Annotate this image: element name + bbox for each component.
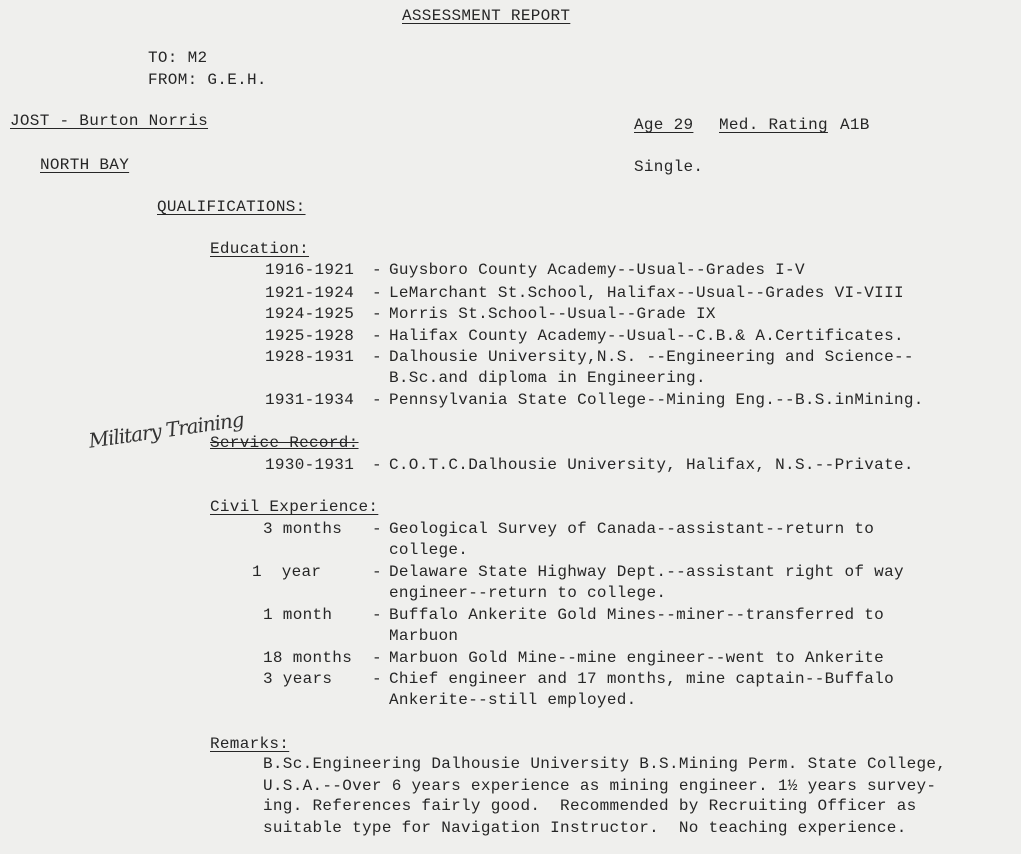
handwritten-annotation: Military Training [87,407,245,453]
dash: - [372,284,382,302]
civil-duration: 1 month [263,606,333,624]
report-title: ASSESSMENT REPORT [402,7,571,25]
to-line: TO: M2 [148,49,208,67]
service-heading: Service Record: [210,434,359,452]
dash: - [372,305,382,323]
civil-text-continued: engineer--return to college. [389,584,667,602]
civil-text: Chief engineer and 17 months, mine captain--Buffalo [389,670,894,688]
civil-text: Marbuon Gold Mine--mine engineer--went to Ankerite [389,649,885,667]
education-heading: Education: [210,240,310,258]
dash: - [372,606,382,624]
service-years: 1930-1931 [265,456,355,474]
dash: - [372,649,382,667]
education-text: Pennsylvania State College--Mining Eng.--B.S.inMining. [389,391,924,409]
civil-duration: 18 months [263,649,353,667]
age: Age 29 [634,116,694,134]
education-years: 1924-1925 [265,305,355,323]
civil-duration: 3 years [263,670,333,688]
dash: - [372,261,382,279]
dash: - [372,348,382,366]
education-text-continued: B.Sc.and diploma in Engineering. [389,369,706,387]
civil-text: Buffalo Ankerite Gold Mines--miner--transferred to [389,606,885,624]
education-text: LeMarchant St.School, Halifax--Usual--Grades VI-VIII [389,284,904,302]
candidate-name: JOST - Burton Norris [10,112,209,130]
civil-text: Delaware State Highway Dept.--assistant right of way [389,563,904,581]
education-years: 1916-1921 [265,261,355,279]
education-text: Dalhousie University,N.S. --Engineering and Science-- [389,348,914,366]
dash: - [372,563,382,581]
from-line: FROM: G.E.H. [148,71,267,89]
education-text: Morris St.School--Usual--Grade IX [389,305,716,323]
civil-text: Geological Survey of Canada--assistant--return to [389,520,875,538]
civil-duration: 1 year [252,563,322,581]
civil-text-continued: college. [389,541,469,559]
dash: - [372,391,382,409]
civil-text-continued: Ankerite--still employed. [389,691,637,709]
education-text: Guysboro County Academy--Usual--Grades I-V [389,261,805,279]
med-rating-label: Med. Rating [719,116,828,134]
dash: - [372,670,382,688]
civil-heading: Civil Experience: [210,498,379,516]
remarks-line: suitable type for Navigation Instructor. No teaching experience. [263,819,907,837]
education-text: Halifax County Academy--Usual--C.B.& A.Certificates. [389,327,904,345]
remarks-line: B.Sc.Engineering Dalhousie University B.S.Mining Perm. State College, [263,755,947,773]
dash: - [372,520,382,538]
marital-status: Single. [634,158,704,176]
dash: - [372,456,382,474]
med-rating-value: A1B [840,116,870,134]
civil-duration: 3 months [263,520,343,538]
education-years: 1928-1931 [265,348,355,366]
remarks-heading: Remarks: [210,735,290,753]
education-years: 1925-1928 [265,327,355,345]
education-years: 1931-1934 [265,391,355,409]
remarks-line: U.S.A.--Over 6 years experience as mining engineer. 1½ years survey- [263,777,937,795]
qualifications-heading: QUALIFICATIONS: [157,198,306,216]
civil-text-continued: Marbuon [389,627,459,645]
dash: - [372,327,382,345]
location: NORTH BAY [40,156,130,174]
remarks-line: ing. References fairly good. Recommended by Recruiting Officer as [263,797,917,815]
education-years: 1921-1924 [265,284,355,302]
service-text: C.O.T.C.Dalhousie University, Halifax, N.S.--Private. [389,456,914,474]
